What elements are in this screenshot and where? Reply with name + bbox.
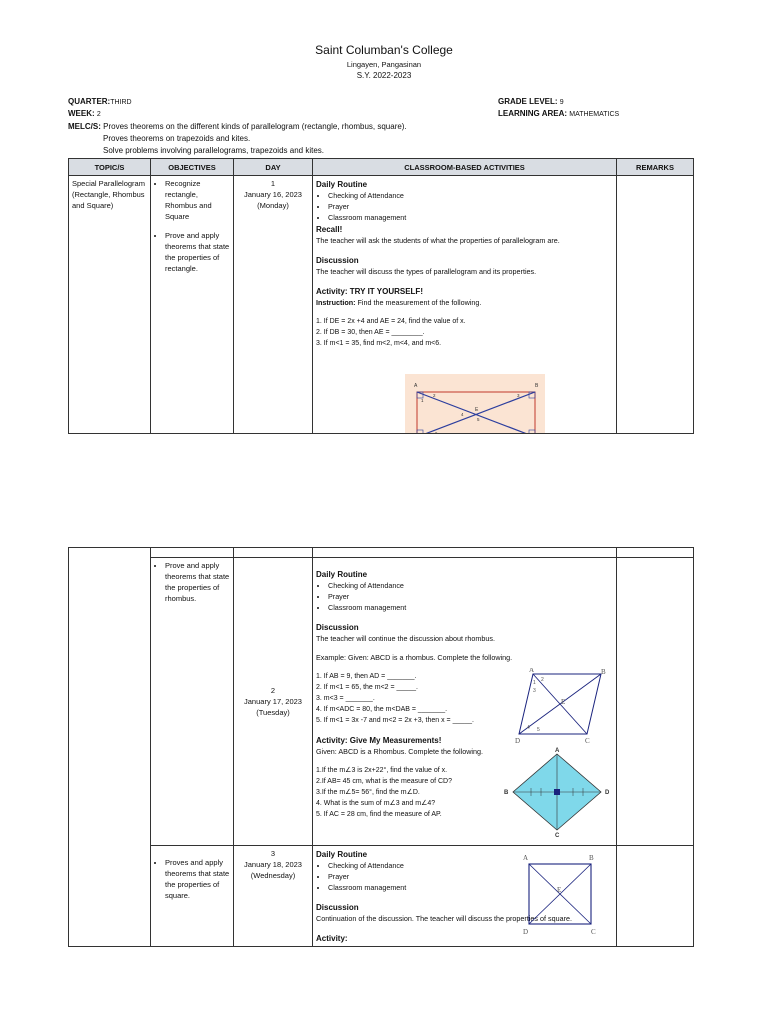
school-name: Saint Columban's College xyxy=(315,43,453,57)
fig-label: 2 xyxy=(433,393,436,398)
activity-item: 1.If the m∠3 is 2x+22°, find the value of x. xyxy=(316,767,448,774)
fig-label: E xyxy=(475,407,479,413)
routine-item: • Prayer xyxy=(328,591,613,602)
day-date: January 16, 2023 xyxy=(244,190,302,199)
quarter-line xyxy=(68,97,132,106)
given-text: Given: ABCD is a Rhombus. Complete the following. xyxy=(316,747,483,756)
recall-text: The teacher will ask the students of what the properties of parallelogram are. xyxy=(316,236,560,245)
area-value: MATHEMATICS xyxy=(569,111,620,118)
melc-label: MELC/S: xyxy=(68,122,101,131)
fig-label: 5 xyxy=(537,727,540,733)
fig-label: A xyxy=(414,383,418,389)
remarks-cell xyxy=(617,548,694,558)
activities-cell xyxy=(313,548,617,558)
day-weekday: (Wednesday) xyxy=(250,871,296,880)
fig-label: A xyxy=(555,748,560,754)
activity-item: 4. What is the sum of m∠3 and m∠4? xyxy=(316,800,436,807)
day-cell xyxy=(234,548,313,558)
recall-title: Recall! xyxy=(316,225,343,234)
header-objectives: OBJECTIVES xyxy=(151,159,234,176)
fig-label: 1 xyxy=(533,680,536,686)
day-number: 1 xyxy=(270,179,276,188)
example-text: Example: Given: ABCD is a rhombus. Complete the following. xyxy=(316,653,513,662)
activity-item: 3.If the m∠5= 56°, find the m∠D. xyxy=(316,789,420,796)
school-location: Lingayen, Pangasinan xyxy=(346,60,422,69)
header-activities: CLASSROOM-BASED ACTIVITIES xyxy=(313,159,617,176)
fig-label: E xyxy=(561,698,566,706)
quarter-value: THIRD xyxy=(110,99,132,106)
routine-item: • Checking of Attendance xyxy=(328,580,613,591)
school-year: S.Y. 2022-2023 xyxy=(356,71,412,80)
table-row xyxy=(69,548,694,558)
fig-label: B xyxy=(589,854,594,862)
activities-cell xyxy=(313,558,617,846)
table-row xyxy=(69,558,694,846)
grade-line xyxy=(498,97,564,106)
fig-label: D xyxy=(605,790,610,796)
day-cell xyxy=(234,558,313,846)
day-cell xyxy=(234,176,313,434)
routine-item: • Classroom management xyxy=(328,882,613,893)
melc-line xyxy=(68,122,407,131)
objective-2: • Prove and apply theorems that state the properties of rectangle. xyxy=(165,230,230,274)
exercise-item: 5. If m<1 = 3x -7 and m<2 = 2x +3, then x = _____. xyxy=(316,717,474,724)
table-row xyxy=(69,846,694,947)
fig-label: 1 xyxy=(421,398,424,403)
discussion-title: Discussion xyxy=(316,623,359,632)
activity-title: Activity: xyxy=(316,934,348,943)
fig-label: C xyxy=(585,737,590,744)
remarks-cell xyxy=(617,558,694,846)
grade-value: 9 xyxy=(559,99,564,106)
routine-title: Daily Routine xyxy=(316,850,368,859)
objective-1: • Recognize rectangle, Rhombus and Square xyxy=(165,178,230,222)
lesson-plan-table-1 xyxy=(68,158,694,446)
routine-item: • Checking of Attendance xyxy=(328,860,613,871)
rhombus-figure xyxy=(515,668,607,744)
day-date: January 17, 2023 xyxy=(244,697,302,706)
objective: • Prove and apply theorems that state the properties of rhombus. xyxy=(165,560,230,604)
day-weekday: (Monday) xyxy=(257,201,289,210)
instruction-text: Find the measurement of the following. xyxy=(357,298,482,307)
header-remarks: REMARKS xyxy=(617,159,694,176)
fig-label: 3 xyxy=(517,393,520,398)
fig-label: 3 xyxy=(533,688,536,694)
discussion-text: The teacher will discuss the types of parallelogram and its properties. xyxy=(316,267,537,276)
rectangle-figure: A B C D E 1 2 3 4 5 6 xyxy=(405,374,545,434)
activity-title: Activity: Give My Measurements! xyxy=(316,736,442,745)
routine-title: Daily Routine xyxy=(316,180,368,189)
exercise-item: 1. If DE = 2x +4 and AE = 24, find the value of x. xyxy=(316,318,466,325)
discussion-title: Discussion xyxy=(316,256,359,265)
discussion-title: Discussion xyxy=(316,903,359,912)
fig-label: B xyxy=(601,668,606,676)
fig-label: 4 xyxy=(461,412,464,417)
exercise-item: 3. m<3 = _______. xyxy=(316,695,375,702)
day-cell xyxy=(234,846,313,947)
topic-text: • Special Parallelogram (Rectangle, Rhombus and Square) xyxy=(72,178,147,211)
instruction-label: Instruction: xyxy=(316,298,356,307)
week-line xyxy=(68,109,101,118)
exercise-item: 4. If m<ADC = 80, the m<DAB = _______. xyxy=(316,706,448,713)
fig-label: 2 xyxy=(541,677,544,683)
day-number: 3 xyxy=(270,849,276,858)
fig-label: C xyxy=(555,833,560,838)
melc-1: Proves theorems on the different kinds of parallelogram (rectangle, rhombus, square). xyxy=(103,122,407,131)
melc-3: Solve problems involving parallelograms, trapezoids and kites. xyxy=(103,146,324,155)
objectives-cell xyxy=(151,846,234,947)
exercise-item: 2. If DB = 30, then AE = ________. xyxy=(316,329,425,336)
routine-item: • Classroom management xyxy=(328,602,613,613)
fig-label: D xyxy=(523,928,529,936)
fig-label: 6 xyxy=(435,431,438,436)
exercise-item: 1. If AB = 9, then AD = _______. xyxy=(316,673,417,680)
activity-item: 5. If AC = 28 cm, find the measure of AP. xyxy=(316,811,442,818)
topic-cell xyxy=(69,548,151,947)
lesson-plan-table-2 xyxy=(68,547,694,947)
rhombus-kite-figure xyxy=(501,746,613,838)
fig-label: B xyxy=(535,383,539,389)
remarks-cell xyxy=(617,846,694,947)
objectives-cell xyxy=(151,548,234,558)
topic-cell xyxy=(69,176,151,434)
fig-label: E xyxy=(557,886,562,894)
activity-title: Activity: TRY IT YOURSELF! xyxy=(316,287,423,296)
objectives-cell xyxy=(151,176,234,434)
routine-item: • Classroom management xyxy=(328,212,613,223)
fig-label: 5 xyxy=(477,417,480,422)
objective: • Proves and apply theorems that state the properties of square. xyxy=(165,857,230,901)
routine-item: • Prayer xyxy=(328,871,613,882)
quarter-label: QUARTER: xyxy=(68,97,111,106)
activities-cell xyxy=(313,176,617,446)
objectives-cell xyxy=(151,558,234,846)
week-value: 2 xyxy=(96,111,101,118)
grade-label: GRADE LEVEL: xyxy=(498,97,558,106)
activities-cell xyxy=(313,846,617,947)
melc-2: Proves theorems on trapezoids and kites. xyxy=(103,134,251,143)
exercise-item: 3. If m<1 = 35, find m<2, m<4, and m<6. xyxy=(316,340,442,347)
table-row xyxy=(69,176,694,434)
table-header-row xyxy=(69,159,694,176)
discussion-text: Continuation of the discussion. The teacher will discuss the properties of square. xyxy=(316,914,572,923)
fig-label: A xyxy=(523,854,529,862)
exercise-item: 2. If m<1 = 65, the m<2 = _____. xyxy=(316,684,418,691)
day-number: 2 xyxy=(270,686,276,695)
instruction-line xyxy=(316,297,613,308)
fig-label: A xyxy=(529,668,535,674)
square-figure xyxy=(517,852,603,938)
week-label: WEEK: xyxy=(68,109,95,118)
routine-item: • Prayer xyxy=(328,201,613,212)
remarks-cell xyxy=(617,176,694,434)
day-date: January 18, 2023 xyxy=(244,860,302,869)
fig-label: C xyxy=(591,928,596,936)
fig-label: B xyxy=(504,790,509,796)
fig-label: D xyxy=(515,737,521,744)
routine-title: Daily Routine xyxy=(316,570,368,579)
area-label: LEARNING AREA: xyxy=(498,109,568,118)
discussion-text: The teacher will continue the discussion about rhombus. xyxy=(316,634,495,643)
fig-label: 4 xyxy=(527,725,530,731)
header-topics: TOPIC/S xyxy=(69,159,151,176)
header-day: DAY xyxy=(234,159,313,176)
area-line xyxy=(498,109,619,118)
day-weekday: (Tuesday) xyxy=(256,708,290,717)
routine-item: • Checking of Attendance xyxy=(328,190,613,201)
activity-item: 2.If AB= 45 cm, what is the measure of CD? xyxy=(316,778,452,785)
